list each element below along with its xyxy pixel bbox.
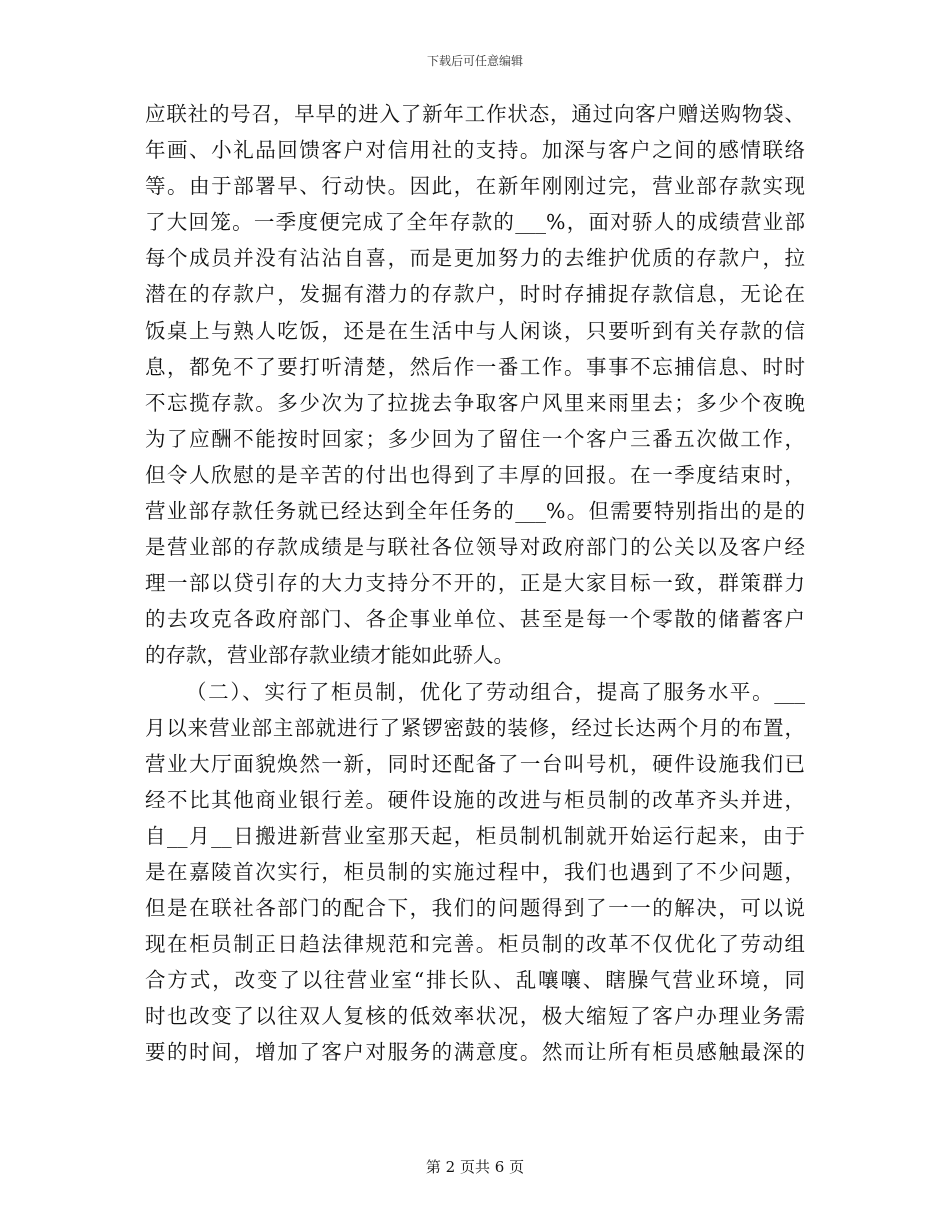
text-line: 了大回笼。一季度便完成了全年存款的___%，面对骄人的成绩营业部 — [145, 210, 805, 235]
section-heading-line: （二）、实行了柜员制，优化了劳动组合，提高了服务水平。___ — [186, 679, 805, 704]
text-line: 不忘揽存款。多少次为了拉拢去争取客户风里来雨里去；多少个夜晚 — [145, 390, 805, 415]
text-line: 是在嘉陵首次实行，柜员制的实施过程中，我们也遇到了不少问题， — [145, 859, 805, 884]
text-line: 营业部存款任务就已经达到全年任务的___%。但需要特别指出的是的 — [145, 499, 805, 524]
text-line: 但是在联社各部门的配合下，我们的问题得到了一一的解决，可以说 — [145, 896, 805, 921]
text-line: 应联社的号召，早早的进入了新年工作状态，通过向客户赠送购物袋、 — [145, 102, 805, 126]
document-body — [145, 96, 805, 1071]
page-header: 下载后可任意编辑 — [426, 54, 523, 68]
text-line: 为了应酬不能按时回家；多少回为了留住一个客户三番五次做工作， — [145, 426, 805, 451]
text-line: 理一部以贷引存的大力支持分不开的，正是大家目标一致，群策群力 — [145, 571, 805, 596]
text-line: 的去攻克各政府部门、各企事业单位、甚至是每一个零散的储蓄客户 — [145, 607, 805, 632]
text-line: 现在柜员制正日趋法律规范和完善。柜员制的改革不仅优化了劳动组 — [145, 932, 805, 957]
text-line: 月以来营业部主部就进行了紧锣密鼓的装修，经过长达两个月的布置， — [145, 715, 805, 740]
text-line: 自__月__日搬进新营业室那天起，柜员制机制就开始运行起来，由于 — [145, 823, 805, 848]
text-line: 经不比其他商业银行差。硬件设施的改进与柜员制的改革齐头并进， — [145, 787, 805, 812]
text-line: 年画、小礼品回馈客户对信用社的支持。加深与客户之间的感情联络 — [145, 138, 805, 163]
text-line: 时也改变了以往双人复核的低效率状况，极大缩短了客户办理业务需 — [145, 1004, 805, 1029]
text-line: 要的时间，增加了客户对服务的满意度。然而让所有柜员感触最深的 — [145, 1040, 805, 1065]
text-line: 合方式，改变了以往营业室“排长队、乱嚷嚷、瞎臊气营业环境，同 — [145, 968, 805, 993]
text-line: 但令人欣慰的是辛苦的付出也得到了丰厚的回报。在一季度结束时， — [145, 462, 805, 487]
text-line: 等。由于部署早、行动快。因此，在新年刚刚过完，营业部存款实现 — [145, 174, 805, 199]
text-line: 饭桌上与熟人吃饭，还是在生活中与人闲谈，只要听到有关存款的信 — [145, 318, 805, 343]
text-line: 是营业部的存款成绩是与联社各位领导对政府部门的公关以及客户经 — [145, 535, 805, 560]
text-line: 息，都免不了要打听清楚，然后作一番工作。事事不忘捕信息、时时 — [145, 354, 805, 379]
text-line: 营业大厅面貌焕然一新，同时还配备了一台叫号机，硬件设施我们已 — [145, 751, 805, 776]
text-line: 潜在的存款户，发掘有潜力的存款户，时时存捕捉存款信息，无论在 — [145, 282, 805, 307]
page-number: 第 2 页共 6 页 — [425, 1158, 525, 1176]
text-line: 每个成员并没有沾沾自喜，而是更加努力的去维护优质的存款户，拉 — [145, 246, 805, 271]
text-line: 的存款，营业部存款业绩才能如此骄人。 — [145, 643, 514, 668]
